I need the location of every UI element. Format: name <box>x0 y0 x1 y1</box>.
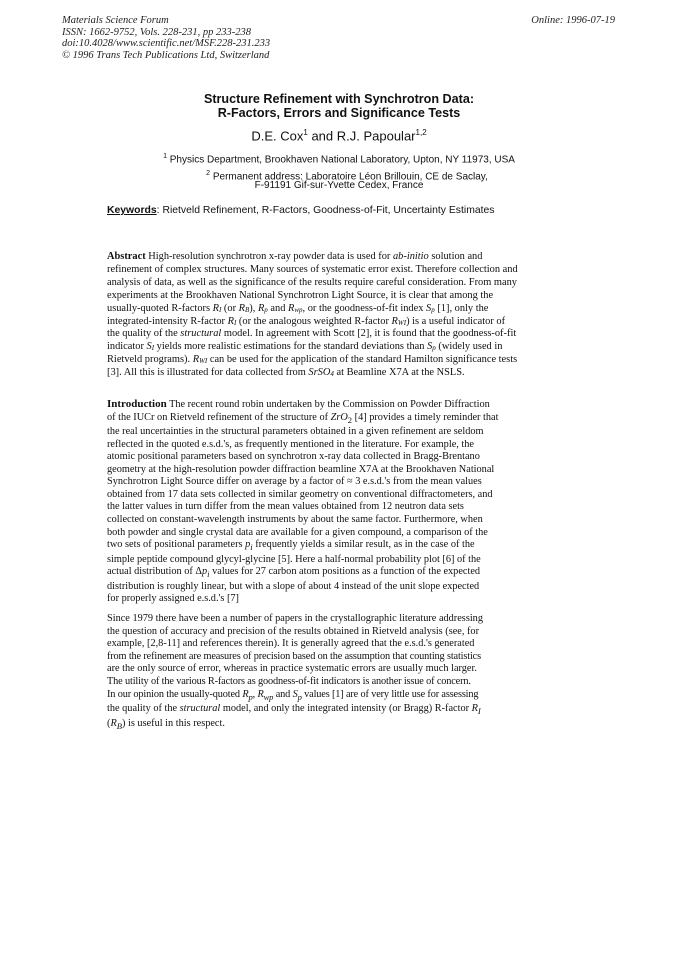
abstract-text: (widely used in <box>435 341 503 353</box>
subscript: I <box>151 344 155 353</box>
para2-text: In our opinion the usually-quoted <box>107 688 243 700</box>
affiliation-1-text: Physics Department, Brookhaven National Laboratory, Upton, NY 11973, USA <box>166 154 515 166</box>
abstract-text: integrated-intensity R-factor <box>107 315 228 327</box>
symbol: S <box>146 341 152 353</box>
intro-line: collected on constant-wavelength instruments by about the same factor. Furthermore, when <box>107 513 483 525</box>
symbol: R <box>238 302 245 314</box>
abstract-text: [3]. All this is illustrated for data collected from <box>107 367 309 379</box>
abstract-text: [1], only the <box>434 302 489 314</box>
abstract-text: (or the analogous weighted R-factor <box>236 315 392 327</box>
symbol: R <box>471 703 478 715</box>
author-1: D.E. Cox <box>251 128 304 144</box>
subscript: WI <box>397 318 407 327</box>
intro-line: reflected in the quoted e.s.d.'s, as frequently mentioned in the literature. For example, the <box>107 438 474 450</box>
paper-title-line-2: R-Factors, Errors and Significance Tests <box>217 106 461 120</box>
abstract-text: (or <box>221 302 239 314</box>
abstract-label: Abstract <box>107 251 146 262</box>
para2-line: Since 1979 there have been a number of papers in the crystallographic literature addressing <box>107 613 483 624</box>
para2-text: values [1] are of very little use for assessing <box>301 688 479 700</box>
abstract-text: at Beamline X7A at the NSLS. <box>333 367 465 379</box>
intro-line: geometry at the high-resolution powder diffraction beamline X7A at the Brookhaven National <box>107 463 495 475</box>
intro-line: the real uncertainties in the structural parameters obtained in a given refinement are seldom <box>107 426 484 438</box>
subscript: I <box>233 318 237 327</box>
introduction-heading: Introduction <box>107 398 167 410</box>
para2-line: from the refinement are measures of precision based on the assumption that counting statistics <box>107 650 481 662</box>
symbol: R <box>212 302 219 314</box>
author-1-affiliation-mark: 1 <box>303 128 308 137</box>
subscript: i <box>250 542 253 553</box>
intro-text: values for 27 carbon atom positions as a function of the expected <box>209 566 481 578</box>
para2-text: ( <box>107 717 111 729</box>
affiliation-1 <box>0 151 678 166</box>
abstract-line: analysis of data, as well as the significance of the results require careful consideration. From many <box>107 276 518 288</box>
subscript: 4 <box>330 370 334 379</box>
keywords-text: : Rietveld Refinement, R-Factors, Goodness-of-Fit, Uncertainty Estimates <box>156 205 495 216</box>
paragraph-2 <box>107 613 583 732</box>
abstract-text: model. In agreement with Scott [2], it is found that the goodness-of-fit <box>221 328 517 340</box>
intro-text: of the IUCr on Rietveld refinement of the structure of <box>107 411 331 423</box>
subscript: p <box>248 691 253 702</box>
subscript: p <box>264 305 268 314</box>
abstract-text: ), <box>249 302 258 314</box>
para2-line: example, [2,8-11] and references therein). It is generally agreed that the e.s.d.'s generated <box>107 638 475 650</box>
affiliation-2-mark: 2 <box>206 170 211 177</box>
para2-text: ) is useful in this respect. <box>121 717 225 729</box>
intro-line: Synchrotron Light Source differ on average by a factor of ≈ 3 e.s.d.'s from the mean values <box>107 476 482 488</box>
intro-line: distribution is roughly linear, but with a slope of about 4 instead of the unit slope expected <box>107 580 480 592</box>
symbol: R <box>110 717 117 729</box>
subscript: p <box>431 305 435 314</box>
symbol: R <box>391 315 398 327</box>
intro-text: two sets of positional parameters <box>107 539 246 551</box>
author-list <box>0 128 678 143</box>
journal-header <box>62 15 270 61</box>
para2-text: model, and only the integrated intensity (or Bragg) R-factor <box>220 703 472 715</box>
subscript: wp <box>263 691 274 702</box>
para2-line: are the only source of error, whereas in practice systematic errors are usually much larger. <box>107 663 477 675</box>
abstract-text: yields more realistic estimations for the standard deviations than <box>154 341 428 353</box>
para2-text: the quality of the <box>107 703 180 715</box>
symbol: p <box>202 566 208 578</box>
intro-text: frequently yields a similar result, as in the case of the <box>252 539 475 551</box>
intro-line: for properly assigned e.s.d.'s [7] <box>107 593 239 605</box>
symbol: S <box>427 341 433 353</box>
intro-line: obtained from 17 data sets collected in similar geometry on conventional diffractometers, and <box>107 488 493 500</box>
intro-line: atomic positional parameters based on synchrotron x-ray data collected in Bragg-Brentano <box>107 451 480 463</box>
issn-line: ISSN: 1662-9752, Vols. 228-231, pp 233-238 <box>62 26 251 38</box>
subscript: B <box>116 720 122 731</box>
journal-name: Materials Science Forum <box>62 15 169 26</box>
subscript: wp <box>294 305 303 314</box>
introduction-section <box>107 398 583 606</box>
subscript: WI <box>199 357 208 366</box>
abstract-text: can be used for the application of the standard Hamilton significance tests <box>207 354 518 366</box>
abstract-text: the quality of the <box>107 328 181 340</box>
abstract-line: experiments at the Brookhaven National Synchrotron Light Source, it is clear that among the <box>107 289 494 301</box>
online-date: Online: 1996-07-19 <box>531 15 615 26</box>
symbol: R <box>227 315 234 327</box>
abstract-text: Rietveld programs). <box>107 354 193 366</box>
symbol: R <box>242 688 249 700</box>
abstract-text: ) is a useful indicator of <box>406 315 506 327</box>
para2-text: , <box>252 688 258 700</box>
author-2: and R.J. Papoular <box>307 128 416 144</box>
symbol: R <box>257 302 265 314</box>
abstract-text: , or the goodness-of-fit index <box>302 302 427 314</box>
symbol: S <box>426 302 432 314</box>
subscript: I <box>218 305 222 314</box>
abstract-text: High-resolution synchrotron x-ray powder data is used for <box>145 251 393 262</box>
para2-emphasis: structural <box>179 703 221 715</box>
intro-text: The recent round robin undertaken by the Commission on Powder Diffraction <box>166 399 490 410</box>
symbol: S <box>292 688 298 700</box>
keywords-label: Keywords <box>107 205 157 216</box>
affiliation-1-mark: 1 <box>163 153 167 160</box>
doi-line: doi:10.4028/www.scientific.net/MSF.228-231.233 <box>62 38 271 50</box>
para2-text: and <box>273 688 293 700</box>
formula: ZrO <box>330 411 348 423</box>
intro-line: simple peptide compound glycyl-glycine [5]. Here a half-normal probability plot [6] of the <box>107 553 481 565</box>
para2-line: The utility of the various R-factors as goodness-of-fit indicators is another issue of concern. <box>107 675 471 687</box>
subscript: I <box>477 706 481 717</box>
symbol: R <box>192 354 200 366</box>
symbol: R <box>288 302 295 314</box>
author-2-affiliation-mark: 1,2 <box>415 128 427 137</box>
intro-line: the latter values in turn differ from the mean values obtained from 12 neutron data sets <box>107 501 464 513</box>
formula: SrSO <box>308 367 331 379</box>
paper-title-line-1: Structure Refinement with Synchrotron Data: <box>203 92 475 106</box>
abstract-text: usually-quoted R-factors <box>107 302 213 314</box>
symbol: R <box>257 688 264 700</box>
symbol: p <box>245 539 251 551</box>
para2-line: the question of accuracy and precision of the results obtained in Rietveld analysis (see, for <box>107 625 480 637</box>
subscript: 2 <box>347 414 353 425</box>
abstract-line: refinement of complex structures. Many sources of systematic error exist. Therefore collection and <box>107 263 518 275</box>
copyright-line: © 1996 Trans Tech Publications Ltd, Switzerland <box>62 49 270 61</box>
intro-line: both powder and single crystal data are available for a given compound, a comparison of the <box>107 526 488 538</box>
abstract <box>107 251 585 380</box>
intro-text: actual distribution of Δ <box>107 566 202 578</box>
affiliation-2-text: Permanent address: Laboratoire Léon Brillouin, CE de Saclay, <box>210 171 488 183</box>
subscript: B <box>245 305 250 314</box>
affiliation-2-line-2: F-91191 Gif-sur-Yvette Cedex, France <box>254 180 424 191</box>
subscript: p <box>432 344 436 353</box>
abstract-emphasis: structural <box>180 328 222 340</box>
subscript: p <box>297 691 302 702</box>
keywords <box>107 205 494 216</box>
subscript: i <box>207 569 210 580</box>
abstract-text: indicator <box>107 341 147 353</box>
abstract-text: solution and <box>428 251 483 262</box>
abstract-emphasis: ab-initio <box>392 251 429 262</box>
intro-text: [4] provides a timely reminder that <box>352 411 499 423</box>
abstract-text: and <box>267 302 288 314</box>
